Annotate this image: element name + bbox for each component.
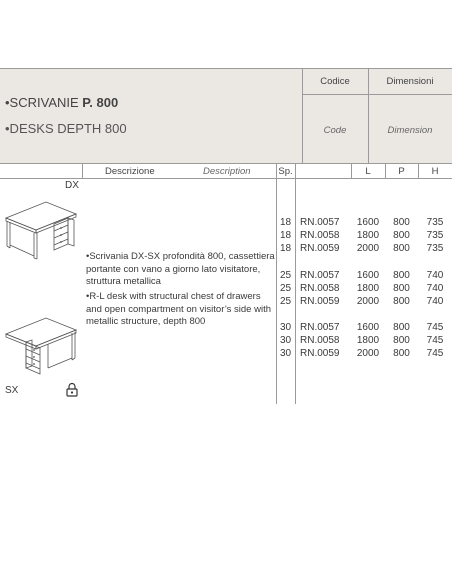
col-header-descrizione: Descrizione [105, 166, 155, 177]
cell-code: RN.0058 [300, 230, 340, 241]
cell-l: 1600 [356, 217, 380, 228]
cell-p: 800 [393, 296, 410, 307]
cell-h: 745 [426, 335, 444, 346]
col-header-h: H [431, 166, 439, 177]
code-label: Code [323, 125, 347, 136]
page-subtitle: •DESKS DEPTH 800 [5, 121, 127, 136]
col-header-description: Description [203, 166, 251, 177]
codice-label: Codice [320, 76, 350, 87]
cell-sp: 30 [279, 322, 292, 333]
cell-l: 1600 [356, 270, 380, 281]
cell-h: 735 [426, 217, 444, 228]
cell-l: 1600 [356, 322, 380, 333]
cell-l: 1800 [356, 283, 380, 294]
table-top-border [0, 68, 452, 69]
cell-p: 800 [393, 243, 410, 254]
cell-l: 2000 [356, 243, 380, 254]
cell-sp: 18 [279, 243, 292, 254]
cell-h: 735 [426, 243, 444, 254]
col-vline-code [295, 163, 296, 404]
cell-h: 735 [426, 230, 444, 241]
cell-l: 2000 [356, 348, 380, 359]
col-header-sp: Sp. [278, 166, 293, 177]
cell-code: RN.0058 [300, 335, 340, 346]
cell-h: 745 [426, 348, 444, 359]
cell-code: RN.0057 [300, 322, 340, 333]
description-en: •R-L desk with structural chest of drawers and open compartment on visitor’s side with metallic structure, depth 800 [86, 291, 271, 327]
desk-sx-icon [4, 312, 78, 378]
cell-code: RN.0058 [300, 283, 340, 294]
dimensioni-label: Dimensioni [386, 76, 434, 87]
cell-sp: 18 [279, 230, 292, 241]
cell-code: RN.0059 [300, 296, 340, 307]
cell-sp: 25 [279, 283, 292, 294]
cell-h: 740 [426, 296, 444, 307]
cell-sp: 25 [279, 296, 292, 307]
col-header-p: P [398, 166, 405, 177]
cell-p: 800 [393, 270, 410, 281]
lock-icon [66, 382, 78, 397]
cell-l: 2000 [356, 296, 380, 307]
cell-sp: 30 [279, 335, 292, 346]
cell-code: RN.0059 [300, 348, 340, 359]
cell-p: 800 [393, 230, 410, 241]
label-dx: DX [65, 180, 79, 191]
cell-h: 740 [426, 283, 444, 294]
header-row-divider [302, 94, 452, 95]
cell-p: 800 [393, 217, 410, 228]
label-sx: SX [5, 385, 19, 396]
cell-sp: 25 [279, 270, 292, 281]
cell-sp: 18 [279, 217, 292, 228]
description-it: •Scrivania DX-SX profondità 800, cassettiera portante con vano a giorno lato visitatore, struttura metallica [86, 251, 275, 287]
cell-code: RN.0057 [300, 217, 340, 228]
cell-p: 800 [393, 283, 410, 294]
cell-l: 1800 [356, 230, 380, 241]
cell-code: RN.0057 [300, 270, 340, 281]
cell-h: 745 [426, 322, 444, 333]
cell-p: 800 [393, 348, 410, 359]
cell-h: 740 [426, 270, 444, 281]
cell-code: RN.0059 [300, 243, 340, 254]
cell-l: 1800 [356, 335, 380, 346]
page-title: •SCRIVANIE P. 800 [5, 95, 119, 110]
cell-p: 800 [393, 322, 410, 333]
desk-dx-icon [4, 196, 78, 262]
cell-sp: 30 [279, 348, 292, 359]
col-vline-desc [82, 163, 83, 179]
dimension-label: Dimension [387, 125, 433, 136]
cell-p: 800 [393, 335, 410, 346]
col-header-l: L [365, 166, 371, 177]
